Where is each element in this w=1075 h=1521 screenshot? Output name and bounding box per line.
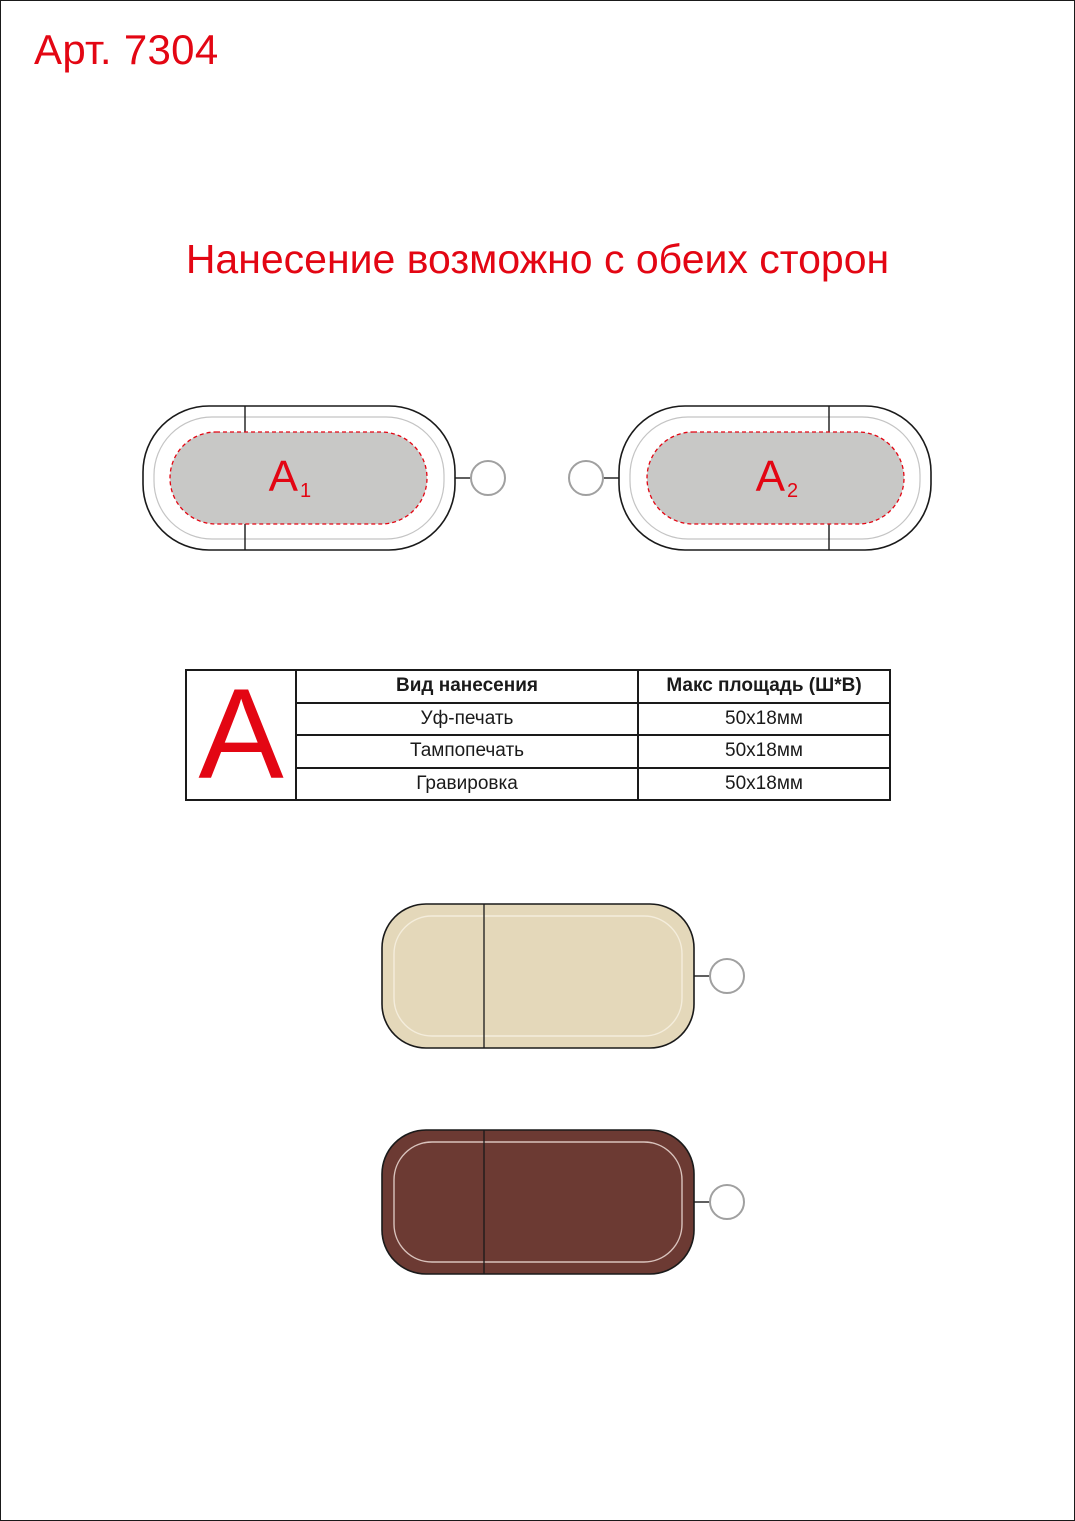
method-cell: Тампопечать	[296, 735, 638, 768]
usb-side-1-drawing	[140, 403, 510, 553]
usb-body	[382, 1130, 694, 1274]
keyring-circle	[710, 1185, 744, 1219]
keyring-circle	[471, 461, 505, 495]
zone-letter-cell: A	[186, 670, 296, 800]
area-cell: 50x18мм	[638, 703, 890, 736]
zone-index-a1: 1	[300, 480, 312, 502]
keyring-circle	[569, 461, 603, 495]
usb-dark-wood-variant	[380, 1128, 750, 1276]
method-cell: Гравировка	[296, 768, 638, 801]
usb-side-2-drawing	[564, 403, 934, 553]
print-spec-table	[185, 663, 891, 806]
article-number: Арт. 7304	[34, 26, 219, 73]
zone-label-a1: A	[268, 452, 298, 501]
area-cell: 50x18мм	[638, 768, 890, 801]
keyring-circle	[710, 959, 744, 993]
zone-index-a2: 2	[787, 480, 799, 502]
subtitle: Нанесение возможно с обеих сторон	[185, 236, 890, 282]
table-header-row	[186, 670, 890, 703]
method-cell: Уф-печать	[296, 703, 638, 736]
column-header-method: Вид нанесения	[296, 670, 638, 703]
usb-body	[382, 904, 694, 1048]
usb-light-wood-variant	[380, 902, 750, 1050]
column-header-area: Макс площадь (Ш*В)	[638, 670, 890, 703]
print-area-a1	[170, 432, 427, 524]
area-cell: 50x18мм	[638, 735, 890, 768]
zone-label-a2: A	[755, 452, 785, 501]
